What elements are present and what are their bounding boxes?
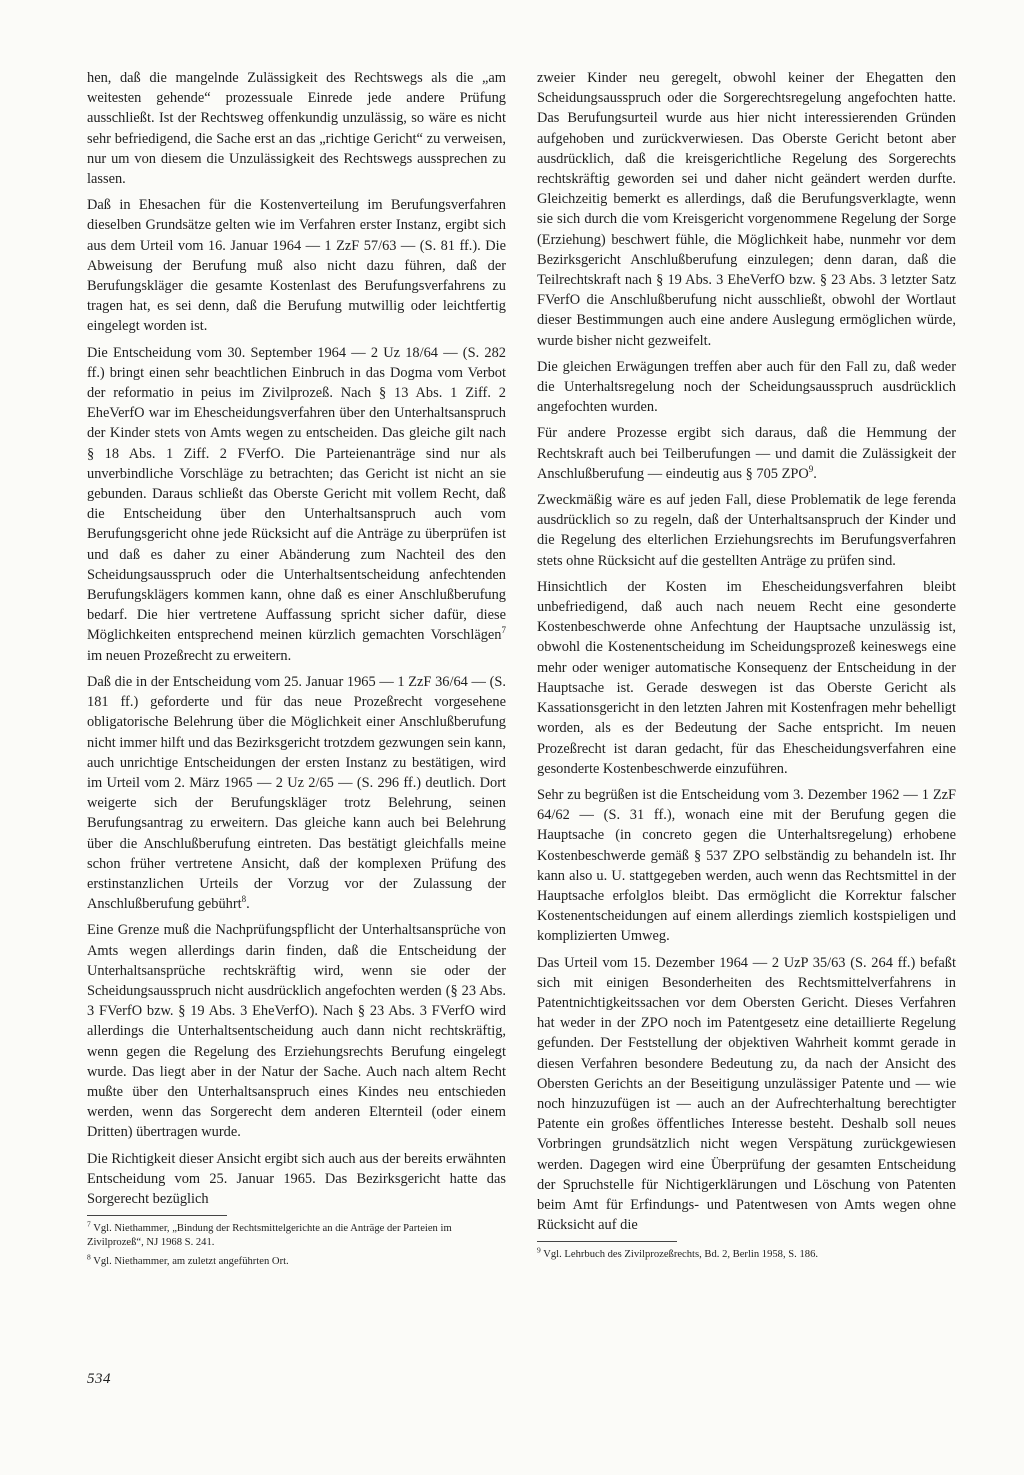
footnote-number: 8 [87,1252,91,1262]
paragraph [537,68,956,351]
footnote-rule [87,1215,227,1216]
paragraph-text: Daß in Ehesachen für die Kostenverteilung im Berufungsverfahren dieselben Grundsätze gelten wie im Verfahren erster Instanz, ergibt sich aus dem Urteil vom 16. Januar 1964 — 1 ZzF 57/63 — (S. 81 ff.). Die Abweisung der Berufung muß also nicht dazu führen, daß der Berufungskläger die gesamte Kostenlast des Berufungsverfahrens zu tragen hat, es sei denn, daß die Berufung mutwillig oder leichtfertig eingelegt worden ist. [87,197,506,335]
paragraph-text: Die Richtigkeit dieser Ansicht ergibt sich auch aus der bereits erwähnten Entscheidung vom 25. Januar 1965. Das Bezirksgericht hatte das Sorgerecht bezüglich [87,1150,506,1207]
paragraph [537,953,956,1236]
footnote-number: 7 [87,1219,91,1229]
paragraph-text: Für andere Prozesse ergibt sich daraus, daß die Hemmung der Rechtskraft auch bei Teilberufungen — und damit die Zulässigkeit der Anschlußberufung — eindeutig aus § 705 ZPO [537,425,956,482]
paragraph-text: Zweckmäßig wäre es auf jeden Fall, diese Problematik de lege ferenda ausdrücklich so zu regeln, daß der Unterhaltsanspruch der Kinder und die Regelung des elterlichen Erziehungsrechts im Berufungsverfahren stets ohne Rücksicht auf die gestellten Anträge zu prüfen sind. [537,492,956,569]
paragraph-text: Die gleichen Erwägungen treffen aber auch für den Fall zu, daß weder die Unterhaltsregelung noch der Scheidungsausspruch ausdrücklich angefochten wurden. [537,358,956,416]
paragraph-text: Sehr zu begrüßen ist die Entscheidung vom 3. Dezember 1962 — 1 ZzF 64/62 — (S. 31 ff.), wonach eine mit der Berufung gegen die Hauptsache (in concreto gegen die Unterhaltsregelung) erhobene Kostenbeschwerde gemäß § 537 ZPO selbständig zu behandeln ist. Ihr kann also u. U. stattgegeben werden, auch wenn das Rechtsmittel in der Hauptsache erfolglos bleibt. Das ermöglicht die Korrektur falscher Kostenentscheidungen auf einem allerdings ziemlich kostspieligen und komplizierten Umweg. [537,786,956,945]
paragraph-tail: . [246,896,250,913]
footnote [87,1219,506,1249]
footnote-ref: 7 [501,625,506,636]
footnote-text: Vgl. Niethammer, „Bindung der Rechtsmittelgerichte an die Anträge der Parteien im Zivilprozeß“, NJ 1968 S. 241. [87,1223,452,1248]
paragraph-tail: im neuen Prozeßrecht zu erweitern. [87,647,292,664]
paragraph-text: Die Entscheidung vom 30. September 1964 — 2 Uz 18/64 — (S. 282 ff.) bringt einen sehr beachtlichen Einbruch in das Dogma vom Verbot der reformatio in peius im Zivilprozeß. Nach § 13 Abs. 1 Ziff. 2 EheVerfO war im Ehescheidungsverfahren über den Unterhaltsanspruch der Kinder stets von Amts wegen zu entscheiden. Das gleiche gilt nach § 18 Abs. 1 Ziff. 2 FVerfO. Die Parteienanträge sind nur als unverbindliche Vorschläge zu betrachten; das Gericht ist nicht an sie gebunden. Daraus schließt das Oberste Gericht mit vollem Recht, daß die Entscheidung über den Unterhaltsanspruch auch vom Berufungsgericht ohne jede Rücksicht auf die Anträge zu überprüfen ist und daß es daher zu einer Abänderung zum Nachteil des den Scheidungsausspruch oder die Unterhaltsentscheidung anfechtenden Berufungsklägers kommen kann, ohne daß es einer Anschlußberufung bedarf. Die hier vertretene Auffassung spricht sicher dafür, diese Möglichkeiten entsprechend meinen kürzlich gemachten Vorschlägen [87,344,506,644]
footnote-rule [537,1241,677,1242]
paragraph [537,490,956,571]
paragraph [87,1149,506,1210]
footnote-number: 9 [537,1245,541,1255]
footnote-text: Vgl. Lehrbuch des Zivilprozeßrechts, Bd. 2, Berlin 1958, S. 186. [540,1249,819,1261]
footnote [87,1252,506,1269]
paragraph-text: Eine Grenze muß die Nachprüfungspflicht der Unterhaltsansprüche von Amts wegen allerdings darin finden, daß die Entscheidung der Unterhaltsansprüche rechtskräftig wird, wenn sie oder der Scheidungsausspruch nicht ausdrücklich angefochten werden (§ 23 Abs. 3 FVerfO bzw. § 19 Abs. 3 EheVerfO). Nach § 23 Abs. 3 FVerfO wird allerdings die Unterhaltsentscheidung auch dann nicht rechtskräftig, wenn gegen die Regelung des Erziehungsrechts Berufung eingelegt wurde. Das liegt aber in der Natur der Sache. Auch nach altem Recht mußte über den Unterhaltsanspruch eines Kindes neu entschieden werden, wenn das Sorgerecht dem anderen Elternteil (oder einem Dritten) übertragen wurde. [87,922,506,1141]
footnote [537,1245,956,1262]
paragraph [87,920,506,1142]
footnote-ref: 8 [241,894,247,905]
paragraph-text: hen, daß die mangelnde Zulässigkeit des Rechtswegs als die „am weitesten gehende“ prozessuale Einrede jede andere Prüfung ausschließt. Ist der Rechtsweg offenkundig unzulässig, so wäre es nicht sehr befriedigend, die Sache erst an das „richtige Gericht“ zu verweisen, nur um von diesem die Unzulässigkeit des Rechtswegs aussprechen zu lassen. [87,70,506,188]
paragraph-text: zweier Kinder neu geregelt, obwohl keiner der Ehegatten den Scheidungsausspruch oder die Sorgerechtsregelung angefochten hatte. Das Berufungsurteil wurde aus hier nicht interessierenden Gründen aufgehoben und zurückverwiesen. Das Oberste Gericht betont aber ausdrücklich, daß die kreisgerichtliche Regelung des Sorgerechts rechtskräftig geworden sei und daher nicht geändert werden durfte. Gleichzeitig bemerkt es allerdings, daß die Berufungsverklagte, wenn sie sich durch die vom Kreisgericht vorgenommene Regelung der Sorge (Erziehung) beschwert fühle, die Möglichkeit habe, nunmehr vor dem Bezirksgericht Anschlußberufung einzulegen; denn daran, daß die Teilrechtskraft nach § 19 Abs. 3 EheVerfO bzw. § 23 Abs. 3 letzter Satz FVerfO die Anschlußberufung nicht ausschließt, obwohl der Wortlaut dieser Bestimmungen auch eine andere Auslegung ermöglichen würde, wurde bisher nicht gezweifelt. [537,70,956,349]
footnote-ref: 9 [808,464,814,475]
footnote-text: Vgl. Niethammer, am zuletzt angeführten Ort. [90,1256,289,1268]
paragraph [87,68,506,189]
paragraph [87,343,506,666]
paragraph [537,785,956,947]
paragraph-text: Das Urteil vom 15. Dezember 1964 — 2 UzP 35/63 (S. 264 ff.) befaßt sich mit einigen Besonderheiten des Rechtsmittelverfahrens in Patentnichtigkeitssachen vor dem Obersten Gericht. Dieses Verfahren hat weder in der ZPO noch im Patentgesetz eine detaillierte Regelung gefunden. Der Feststellung der objektiven Wahrheit kommt gerade in diesen Verfahren besondere Bedeutung zu, da nach der Ansicht des Obersten Gerichts an der Beseitigung unzulässiger Patente und — wie noch hinzuzufügen ist — auch an der Aufrechterhaltung berechtigter Patente ein großes öffentliches Interesse besteht. Deshalb soll neues Vorbringen grundsätzlich nicht wegen Verspätung zurückgewiesen werden. Dagegen wird eine Überprüfung der gesamten Entscheidung der Spruchstelle für Nichtigerklärungen und Löschung von Patenten beim Amt für Erfindungs- und Patentwesen von Amts wegen ohne Rücksicht auf die [537,954,956,1234]
paragraph [537,357,956,418]
paragraph [537,423,956,484]
paragraph [87,672,506,914]
paragraph-text: Hinsichtlich der Kosten im Ehescheidungsverfahren bleibt unbefriedigend, daß auch nach neuem Recht eine gesonderte Kostenbeschwerde ohne Anfechtung der Hauptsache unzulässig ist, obwohl die Kostenentscheidung im Scheidungsprozeß keineswegs eine mehr oder weniger automatische Konsequenz der Entscheidung in der Hauptsache ist. Gerade deswegen ist das Oberste Gericht als Kassationsgericht in den letzten Jahren mit Kostenfragen mehr behelligt worden, als es der Bedeutung der Sache entspricht. Im neuen Prozeßrecht ist daran gedacht, für das Ehescheidungsverfahren eine gesonderte Kostenbeschwerde einzuführen. [537,578,956,777]
left-column [87,68,506,1275]
paragraph [537,577,956,779]
paragraph-text: Daß die in der Entscheidung vom 25. Januar 1965 — 1 ZzF 36/64 — (S. 181 ff.) geforderte und für das neue Prozeßrecht vorgesehene obligatorische Belehrung über die Möglichkeit einer Anschlußberufung nicht immer hilft und das Bezirksgericht trotzdem gezwungen sein kann, auch unrichtige Entscheidungen der ersten Instanz zu bestätigen, wird im Urteil vom 2. März 1965 — 2 Uz 2/65 — (S. 296 ff.) deutlich. Dort weigerte sich der Berufungskläger trotz Belehrung, seinen Berufungsantrag zu erweitern. Das gleiche kann auch bei Belehrung über die Anschlußberufung eintreten. Das bestätigt gleichfalls meine schon früher vertretene Ansicht, daß der komplexen Prüfung des erstinstanzlichen Urteils der Vorzug vor der Zulassung der Anschlußberufung gebührt [87,673,506,913]
paragraph [87,195,506,336]
paragraph-tail: . [813,465,817,482]
right-column [537,68,956,1268]
page-number: 534 [87,1371,111,1387]
